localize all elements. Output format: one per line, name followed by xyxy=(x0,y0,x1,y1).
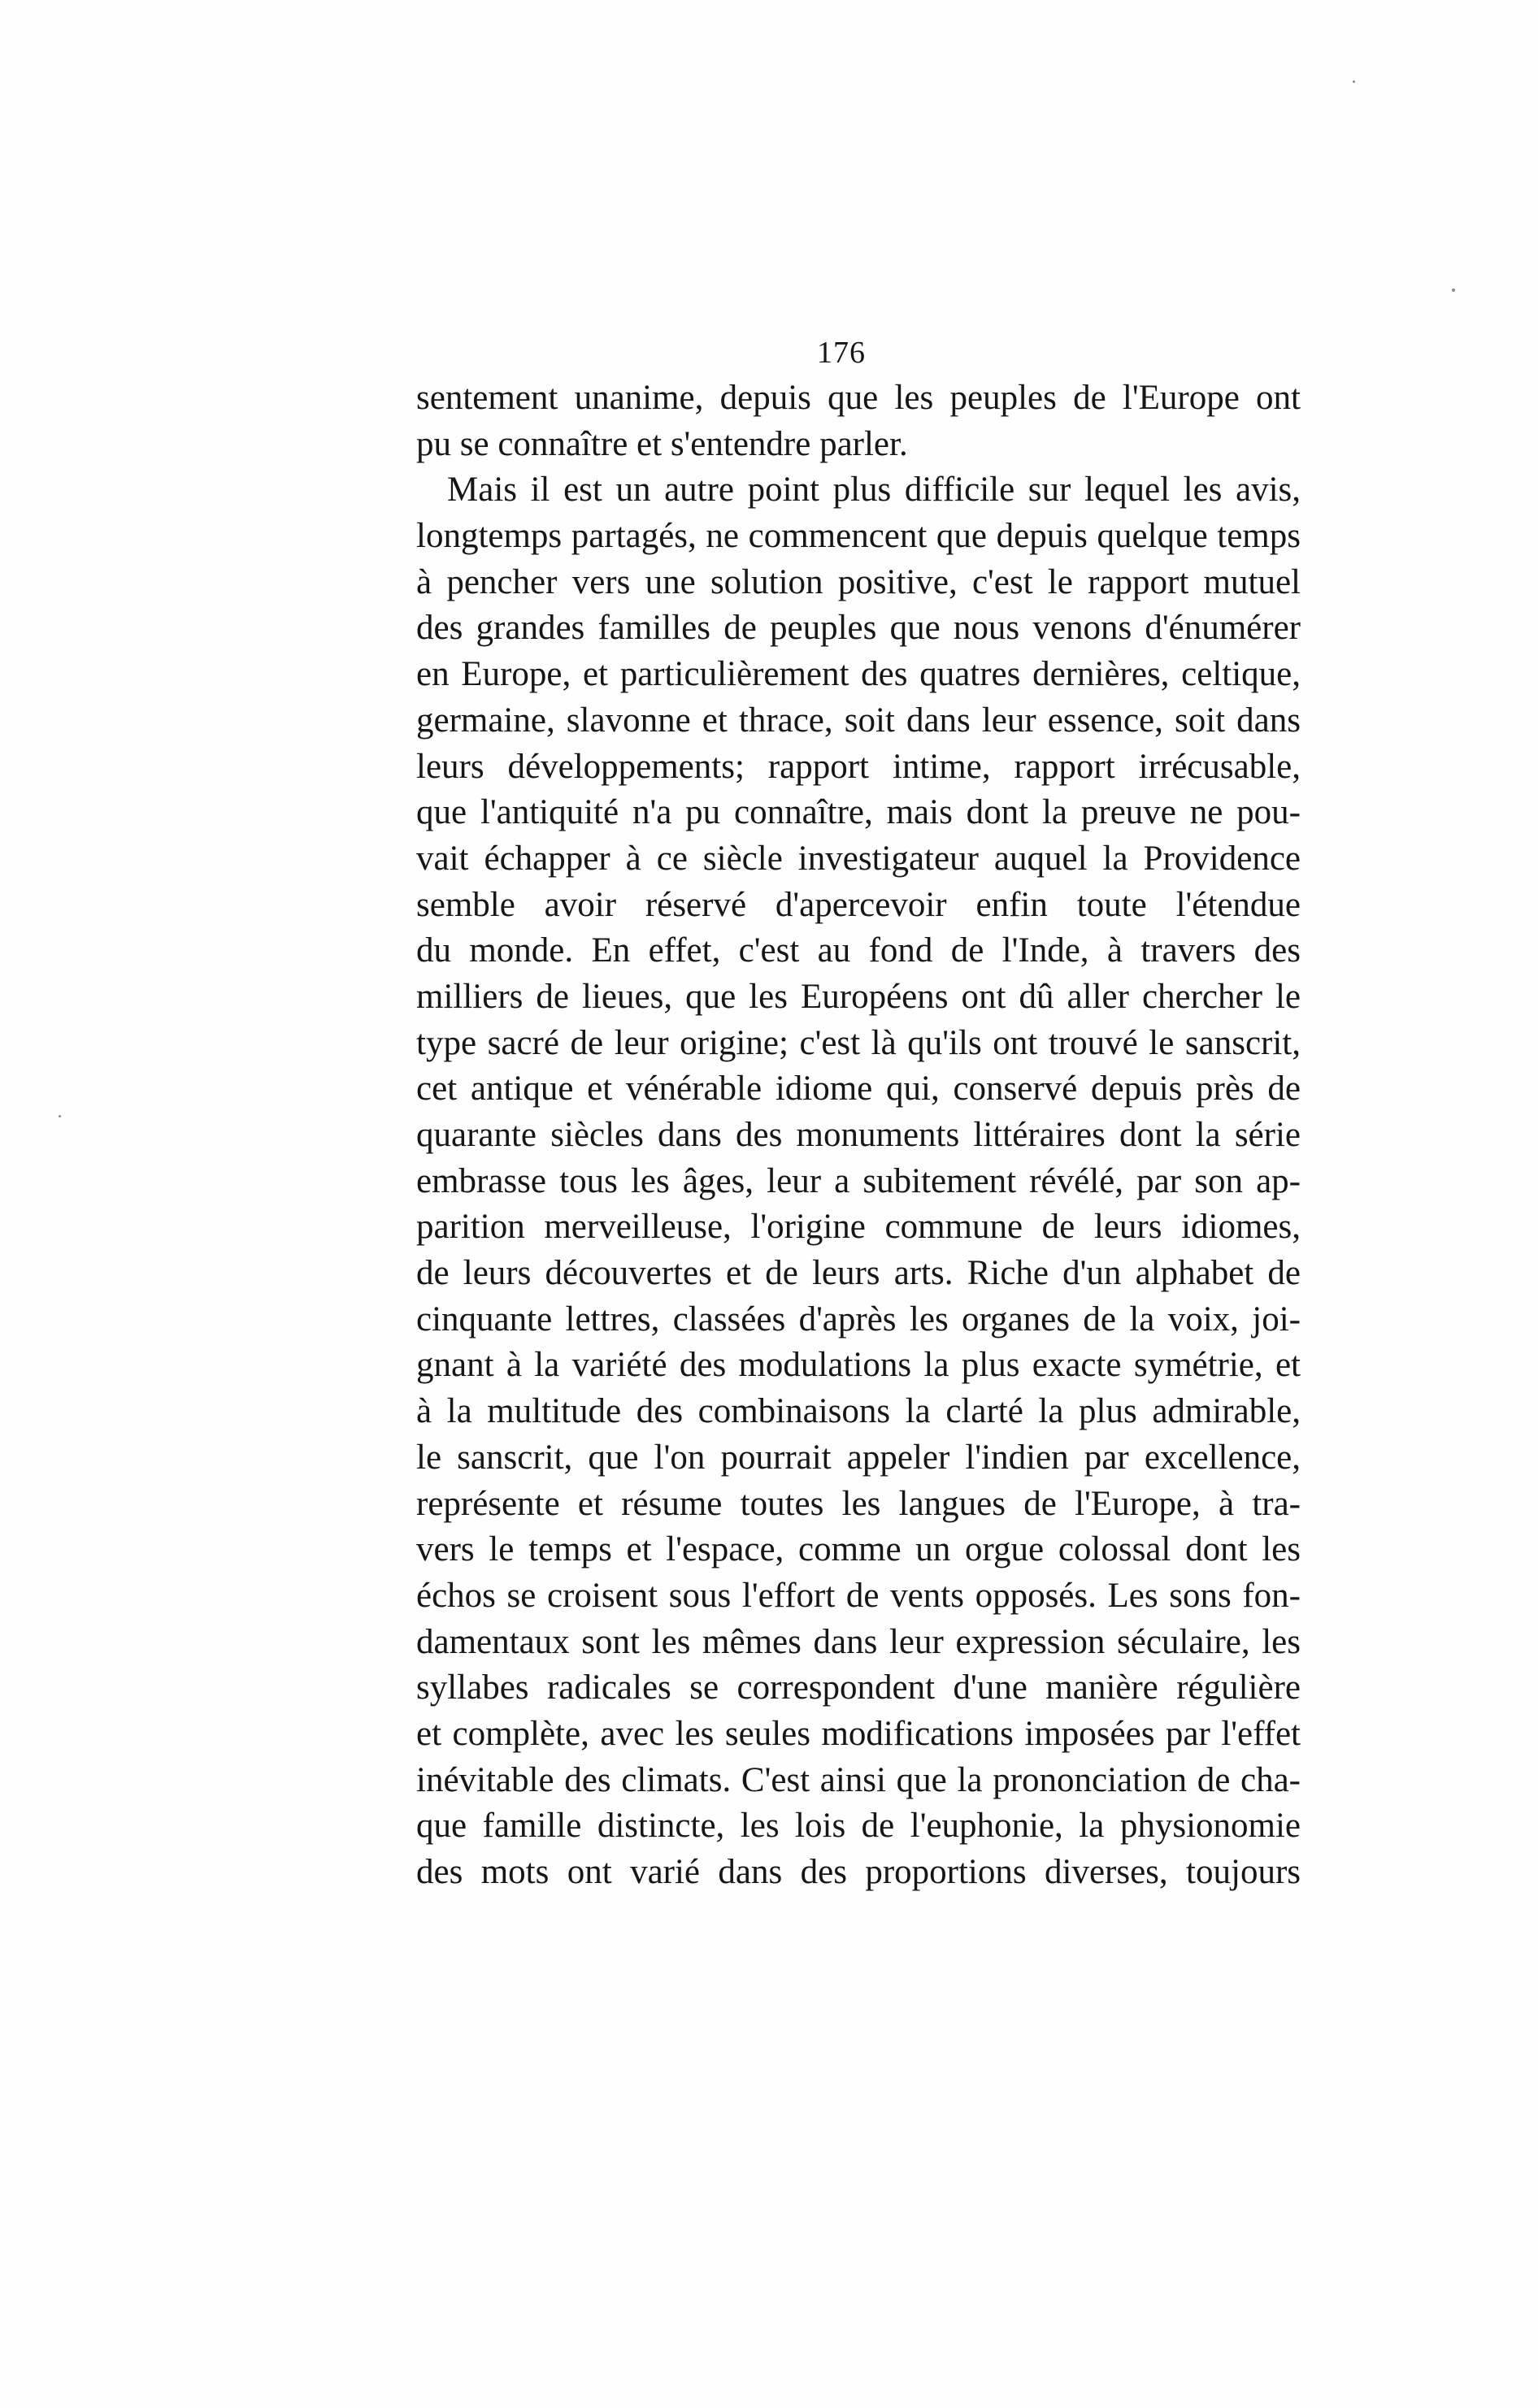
text-line: type sacré de leur origine; c'est là qu'ils ont trouvé le sanscrit, xyxy=(416,1023,1301,1062)
text-line: à la multitude des combinaisons la clarté la plus admirable, xyxy=(416,1392,1301,1431)
text-line: le sanscrit, que l'on pourrait appeler l'indien par excellence, xyxy=(416,1438,1301,1477)
text-line: quarante siècles dans des monuments littéraires dont la série xyxy=(416,1116,1301,1154)
text-line: et complète, avec les seules modifications imposées par l'effet xyxy=(416,1714,1301,1753)
text-line: pu se connaître et s'entendre parler. xyxy=(416,424,908,463)
text-line: inévitable des climats. C'est ainsi que la prononciation de cha- xyxy=(416,1760,1301,1799)
paper-speck xyxy=(1452,289,1455,292)
text-line: germaine, slavonne et thrace, soit dans leur essence, soit dans xyxy=(416,701,1301,740)
text-line: embrasse tous les âges, leur a subitement révélé, par son ap- xyxy=(416,1161,1301,1200)
body-text xyxy=(416,375,1301,1896)
text-line: gnant à la variété des modulations la plus exacte symétrie, et xyxy=(416,1346,1301,1385)
text-line: longtemps partagés, ne commencent que depuis quelque temps xyxy=(416,517,1301,556)
text-line: que l'antiquité n'a pu connaître, mais dont la preuve ne pou- xyxy=(416,793,1301,832)
text-line: de leurs découvertes et de leurs arts. Riche d'un alphabet de xyxy=(416,1254,1301,1293)
text-line: des mots ont varié dans des proportions diverses, toujours xyxy=(416,1853,1301,1891)
text-line: échos se croisent sous l'effort de vents opposés. Les sons fon- xyxy=(416,1576,1301,1615)
text-line: vait échapper à ce siècle investigateur auquel la Providence xyxy=(416,839,1301,878)
text-line: des grandes familles de peuples que nous venons d'énumérer xyxy=(416,609,1301,648)
paragraph-start-line: Mais il est un autre point plus difficile sur lequel les avis, xyxy=(447,471,1301,510)
paper-speck xyxy=(59,1115,61,1117)
text-line: semble avoir réservé d'apercevoir enfin toute l'étendue xyxy=(416,885,1301,924)
text-line: représente et résume toutes les langues de l'Europe, à tra- xyxy=(416,1484,1301,1523)
text-line: cet antique et vénérable idiome qui, conservé depuis près de xyxy=(416,1069,1301,1109)
text-line: vers le temps et l'espace, comme un orgue colossal dont les xyxy=(416,1530,1301,1569)
text-line: damentaux sont les mêmes dans leur expression séculaire, les xyxy=(416,1622,1301,1661)
text-line: cinquante lettres, classées d'après les organes de la voix, joi- xyxy=(416,1299,1301,1339)
text-line: syllabes radicales se correspondent d'une manière régulière xyxy=(416,1668,1301,1707)
paper-speck xyxy=(1353,80,1355,83)
text-line: que famille distincte, les lois de l'euphonie, la physionomie xyxy=(416,1807,1301,1846)
text-line: à pencher vers une solution positive, c'est le rapport mutuel xyxy=(416,562,1301,601)
text-line: parition merveilleuse, l'origine commune de leurs idiomes, xyxy=(416,1208,1301,1247)
text-line: en Europe, et particulièrement des quatres dernières, celtique, xyxy=(416,655,1301,694)
page-number: 176 xyxy=(817,336,866,370)
text-line: milliers de lieues, que les Européens ont dû aller chercher le xyxy=(416,977,1301,1016)
text-line: du monde. En effet, c'est au fond de l'Inde, à travers des xyxy=(416,931,1301,970)
text-line: sentement unanime, depuis que les peuples de l'Europe ont xyxy=(416,379,1301,417)
text-line: leurs développements; rapport intime, rapport irrécusable, xyxy=(416,747,1301,786)
